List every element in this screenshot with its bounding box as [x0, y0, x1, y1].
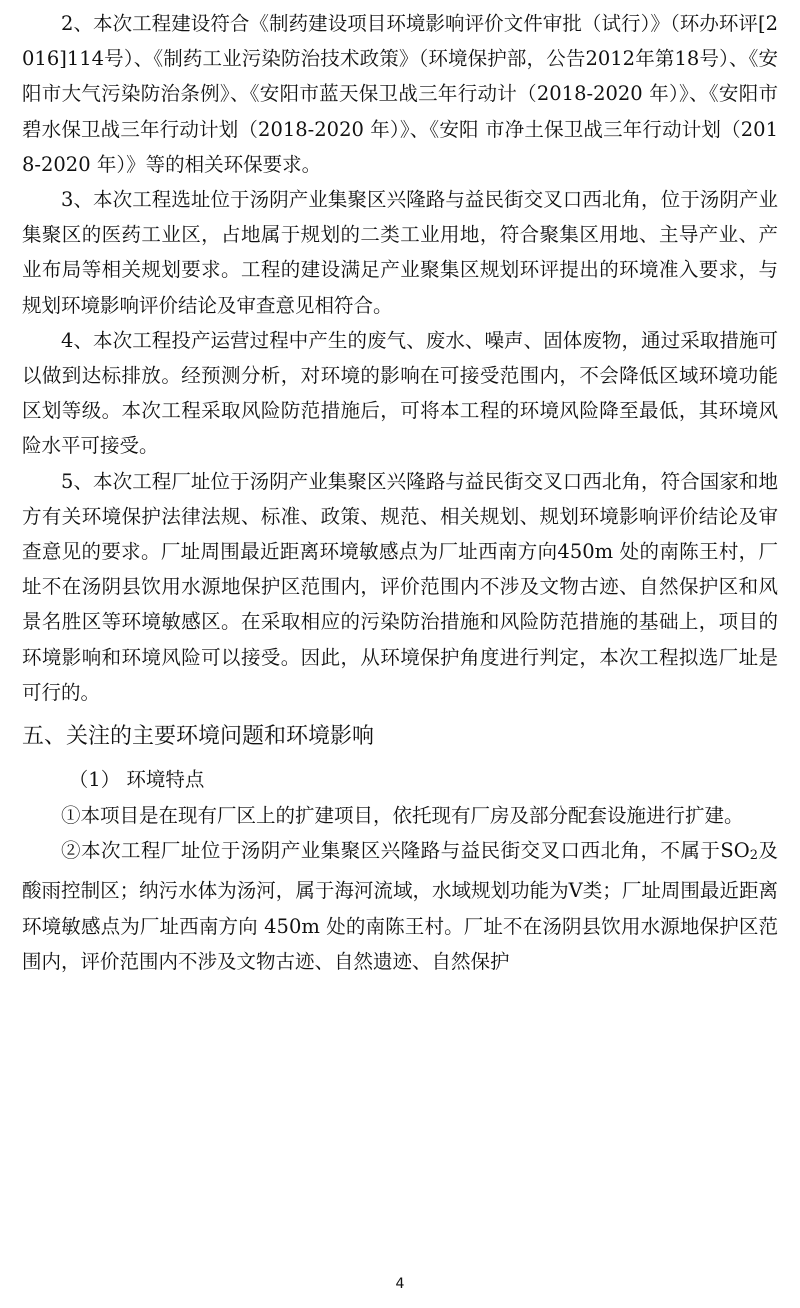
- paragraph-3: 3、本次工程选址位于汤阴产业集聚区兴隆路与益民街交叉口西北角，位于汤阴产业集聚区的医药工业区，占地属于规划的二类工业用地，符合聚集区用地、主导产业、产业布局等相关规划要求。工程的建设满足产业聚集区规划环评提出的环境准入要求，与规划环境影响评价结论及审查意见相符合。: [22, 188, 778, 317]
- list-item-2: [22, 833, 778, 979]
- so2-subscript: 2: [749, 848, 758, 864]
- paragraph-2: 2、本次工程建设符合《制药建设项目环境影响评价文件审批（试行）》（环办环评[2016]114号）、《制药工业污染防治技术政策》（环境保护部，公告2012年第18号）、《安阳市大气污染防治条例》、《安阳市蓝天保卫战三年行动计（2018-2020 年）》、《安阳市碧水保卫战三年行动计划（2018-2020 年）》、《安阳 市净土保卫战三年行动计划（2018-2020 年）》等的相关环保要求。: [22, 12, 778, 176]
- list-item-2-text-b: 及酸雨控制区；纳污水体为汤河，属于海河流域，水域规划功能为Ⅴ类；厂址周围最近距离环境敏感点为厂址西南方向 450m 处的南陈王村。厂址不在汤阴县饮用水源地保护区范围内，评价范围内不涉及文物古迹、自然遗迹、自然保护: [22, 839, 778, 973]
- subheading-environment-features: （1） 环境特点: [68, 768, 205, 792]
- paragraph-4: 4、本次工程投产运营过程中产生的废气、废水、噪声、固体废物，通过采取措施可以做到达标排放。经预测分析，对环境的影响在可接受范围内，不会降低区域环境功能区划等级。本次工程采取风险防范措施后，可将本工程的环境风险降至最低，其环境风险水平可接受。: [22, 328, 778, 458]
- paragraph-5: 5、本次工程厂址位于汤阴产业集聚区兴隆路与益民街交叉口西北角，符合国家和地方有关环境保护法律法规、标准、政策、规范、相关规划、规划环境影响评价结论及审查意见的要求。厂址周围最近距离环境敏感点为厂址西南方向450m 处的南陈王村，厂址不在汤阴县饮用水源地保护区范围内，评价范围内不涉及文物古迹、自然保护区和风景名胜区等环境敏感区。在采取相应的污染防治措施和风险防范措施的基础上，项目的环境影响和环境风险可以接受。因此，从环境保护角度进行判定，本次工程拟选厂址是可行的。: [22, 469, 778, 704]
- list-item-2-text-a: ②本次工程厂址位于汤阴产业集聚区兴隆路与益民街交叉口西北角，不属于SO: [61, 839, 750, 863]
- section-heading: 五、关注的主要环境问题和环境影响: [22, 724, 375, 750]
- page-number: 4: [395, 1276, 405, 1292]
- list-item-1: ①本项目是在现有厂区上的扩建项目，依托现有厂房及部分配套设施进行扩建。: [61, 804, 744, 828]
